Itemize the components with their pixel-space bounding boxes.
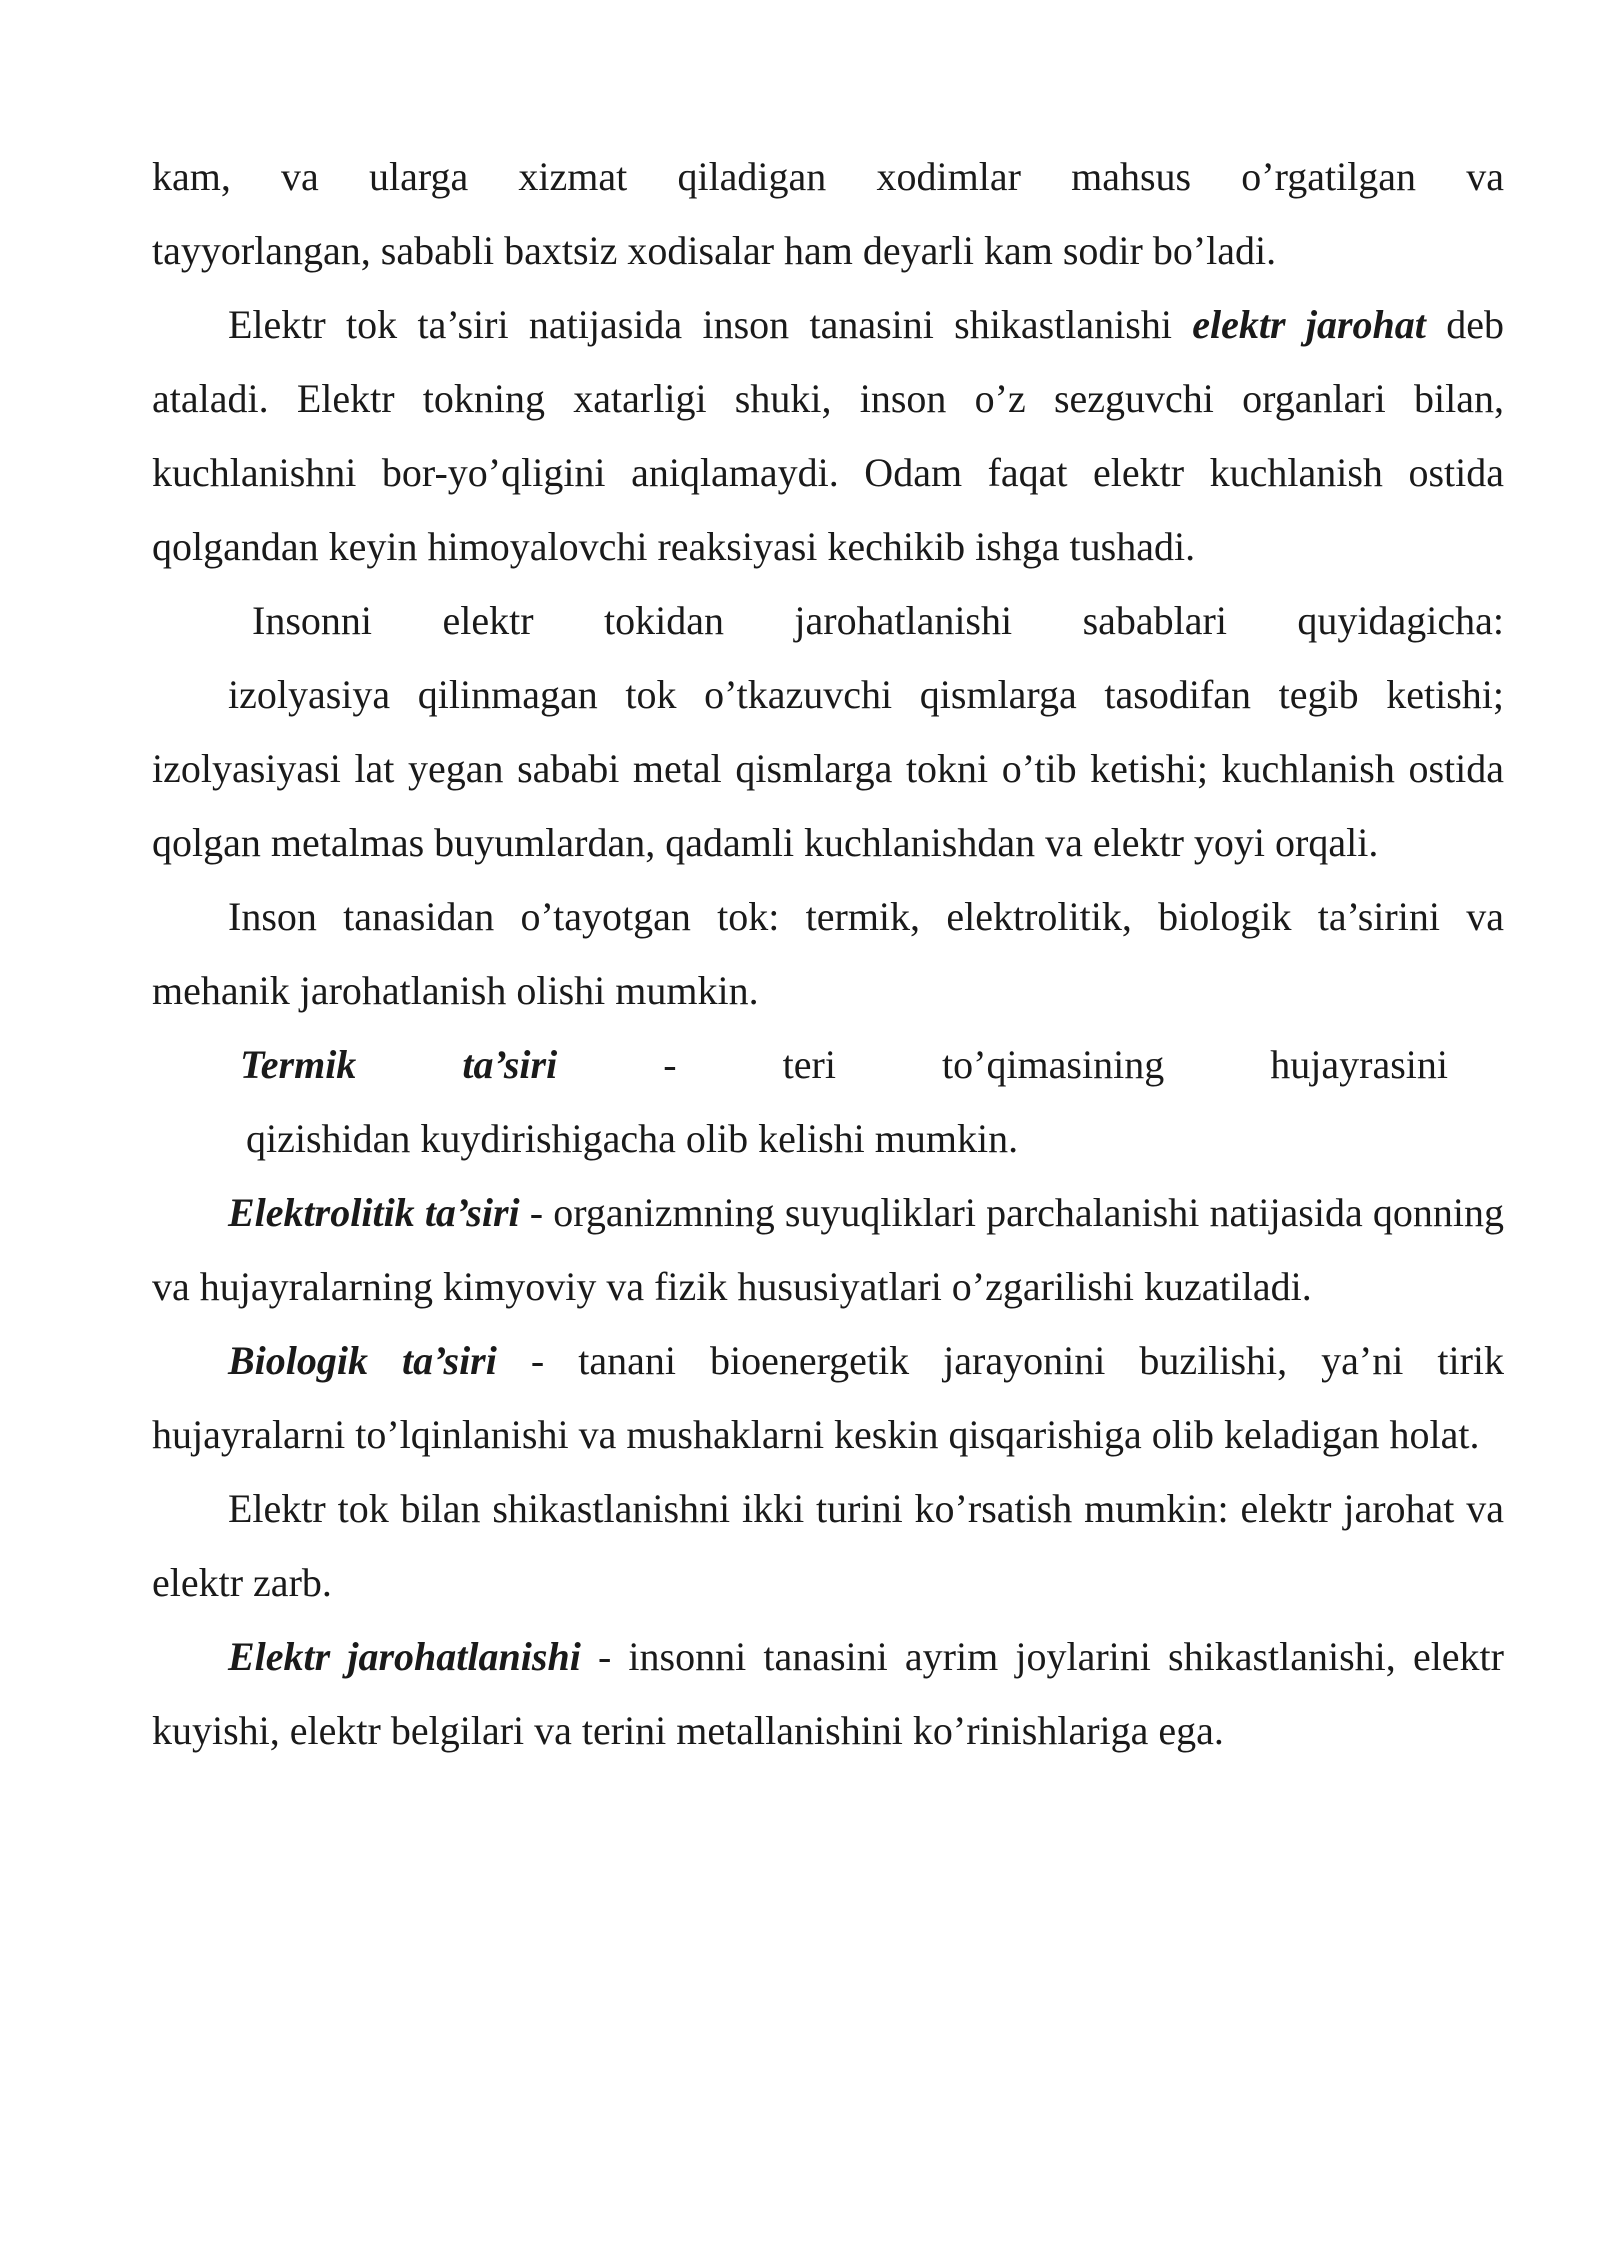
term-elektr-jarohatlanishi: Elektr jarohatlanishi [228, 1634, 581, 1679]
paragraph-line: tayyorlangan, sababli baxtsiz xodisalar ham deyarli kam sodir bo’ladi. [152, 228, 1277, 273]
paragraph-line: qizishidan kuydirishigacha olib kelishi mumkin. [246, 1116, 1019, 1161]
paragraph-text: deb ataladi. Elektr tokning xatarligi shuki, inson o’z sezguvchi organlari bilan, kuchlanishni bor-yo’qligini aniqlamaydi. Odam faqat elektr kuchlanish ostida qolgandan keyin himoyalovchi reaksiyasi kechikib ishga tushadi. [152, 302, 1504, 569]
paragraph-text: Elektr tok ta’siri natijasida inson tanasini shikastlanishi [228, 302, 1193, 347]
term-biologik: Biologik ta’siri [228, 1338, 497, 1383]
document-page [152, 140, 1504, 1768]
paragraph-line: kam, va ularga xizmat qiladigan xodimlar mahsus o’rgatilgan va [152, 154, 1504, 199]
paragraph-causes-list [152, 658, 1504, 880]
paragraph-injury-types [152, 1472, 1504, 1620]
paragraph-biological-effect [152, 1324, 1504, 1472]
paragraph-electric-injuries [152, 1620, 1504, 1768]
paragraph-continuation [152, 140, 1504, 288]
paragraph-line [152, 1028, 1448, 1102]
paragraph-text: Elektr tok bilan shikastlanishni ikki turini ko’rsatish mumkin: elektr jarohat va elektr zarb. [152, 1486, 1504, 1605]
term-termik: Termik ta’siri [240, 1042, 558, 1087]
paragraph-text: - teri to’qimasining hujayrasini [663, 1042, 1449, 1087]
paragraph-text: izolyasiya qilinmagan tok o’tkazuvchi qismlarga tasodifan tegib ketishi; izolyasiyasi lat yegan sababi metal qismlarga tokni o’tib ketishi; kuchlanish ostida qolgan metalmas buyumlardan, qadamli kuchlanishdan va elektr yoyi orqali. [152, 672, 1504, 865]
paragraph-thermal-effect [152, 1028, 1504, 1176]
paragraph-text: - insonni tanasini ayrim joylarini shikastlanishi, elektr kuyishi, elektr belgilari va terini metallanishini ko’rinishlariga ega. [152, 1634, 1504, 1753]
paragraph-electric-injury-definition [152, 288, 1504, 584]
paragraph-text: - organizmning suyuqliklari parchalanishi natijasida qonning va hujayralarning kimyoviy va fizik hususiyatlari o’zgarilishi kuzatiladi. [152, 1190, 1504, 1309]
paragraph-text: - tanani bioenergetik jarayonini buzilishi, ya’ni tirik hujayralarni to’lqinlanishi va mushaklarni keskin qisqarishiga olib keladigan holat. [152, 1338, 1504, 1457]
term-elektr-jarohat: elektr jarohat [1192, 302, 1426, 347]
paragraph-causes-heading [152, 584, 1504, 658]
paragraph-text: Inson tanasidan o’tayotgan tok: termik, elektrolitik, biologik ta’sirini va mehanik jarohatlanish olishi mumkin. [152, 894, 1504, 1013]
term-elektrolitik: Elektrolitik ta’siri [228, 1190, 520, 1235]
paragraph-text: Insonni elektr tokidan jarohatlanishi sabablari quyidagicha: [252, 598, 1504, 643]
paragraph-current-effects [152, 880, 1504, 1028]
paragraph-electrolytic-effect [152, 1176, 1504, 1324]
